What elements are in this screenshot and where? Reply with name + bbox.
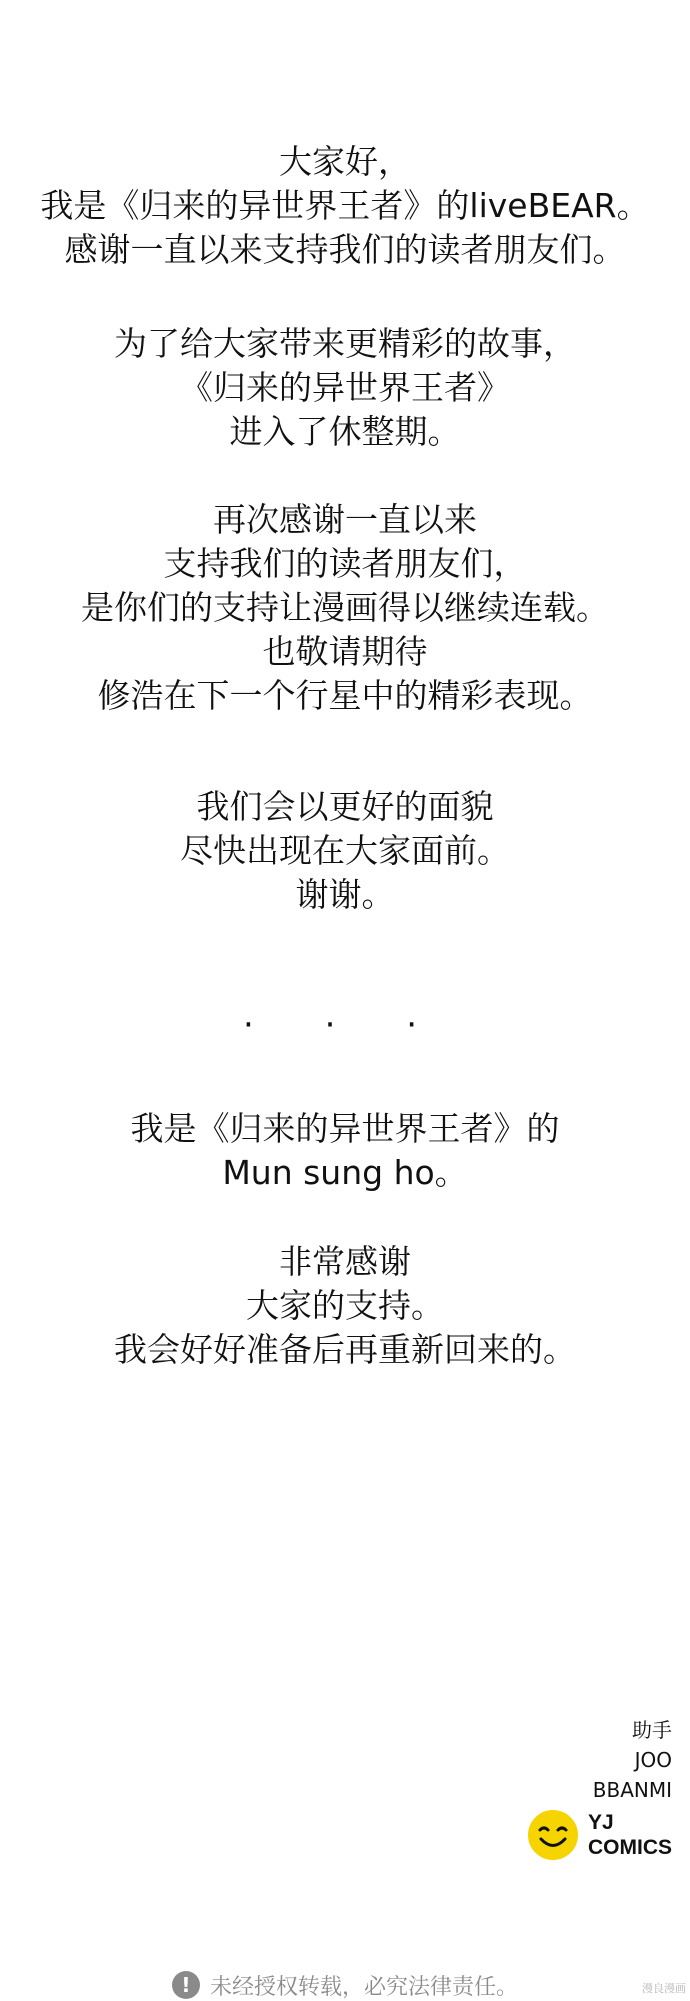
thanks-paragraph [0, 498, 690, 718]
greeting-paragraph [0, 140, 690, 272]
return-paragraph [0, 785, 690, 917]
text-line: 为了给大家带来更精彩的故事， [114, 324, 576, 363]
yj-comics-logo [526, 1808, 672, 1862]
text-line: 修浩在下一个行星中的精彩表现。 [97, 676, 593, 715]
text-line: 也敬请期待 [262, 632, 428, 671]
text-line: 谢谢。 [295, 875, 395, 914]
text-line: 是你们的支持让漫画得以继续连载。 [81, 588, 609, 627]
logo-wordmark [588, 1810, 672, 1860]
copyright-footer [0, 1970, 690, 2000]
text-line: Mun sung ho。 [222, 1153, 468, 1192]
text-line: 感谢一直以来支持我们的读者朋友们。 [64, 230, 626, 269]
watermark: 漫良漫画 [642, 1982, 686, 1995]
text-line: 支持我们的读者朋友们， [163, 544, 527, 583]
text-line: 尽快出现在大家面前。 [180, 831, 510, 870]
author-paragraph [0, 1107, 690, 1195]
text-line: 我们会以更好的面貌 [196, 787, 494, 826]
text-line: 我是《归来的异世界王者》的 [130, 1109, 560, 1148]
text-line: 我是《归来的异世界王者》的liveBEAR。 [40, 186, 650, 225]
text-line: 进入了休整期。 [229, 412, 461, 451]
logo-text-yj: YJ [588, 1811, 614, 1834]
credits [593, 1715, 672, 1805]
credits-role: 助手 [632, 1718, 672, 1742]
text-line: 《归来的异世界王者》 [180, 368, 510, 407]
closing-paragraph [0, 1240, 690, 1372]
credits-name: JOO [634, 1748, 672, 1772]
text-line: 我会好好准备后再重新回来的。 [114, 1330, 576, 1369]
hiatus-paragraph [0, 322, 690, 454]
copyright-text: 未经授权转载，必究法律责任。 [209, 1974, 518, 2000]
separator-dots: · · · [242, 1005, 448, 1045]
text-line: 再次感谢一直以来 [213, 500, 477, 539]
exclamation-icon: ! [172, 1971, 200, 1999]
credits-name: BBANMI [592, 1778, 672, 1802]
text-line: 大家的支持。 [246, 1286, 444, 1325]
text-line: 大家好， [279, 142, 411, 181]
smiley-icon [526, 1808, 580, 1862]
text-line: 非常感谢 [279, 1242, 411, 1281]
logo-text-comics: COMICS [588, 1836, 672, 1859]
